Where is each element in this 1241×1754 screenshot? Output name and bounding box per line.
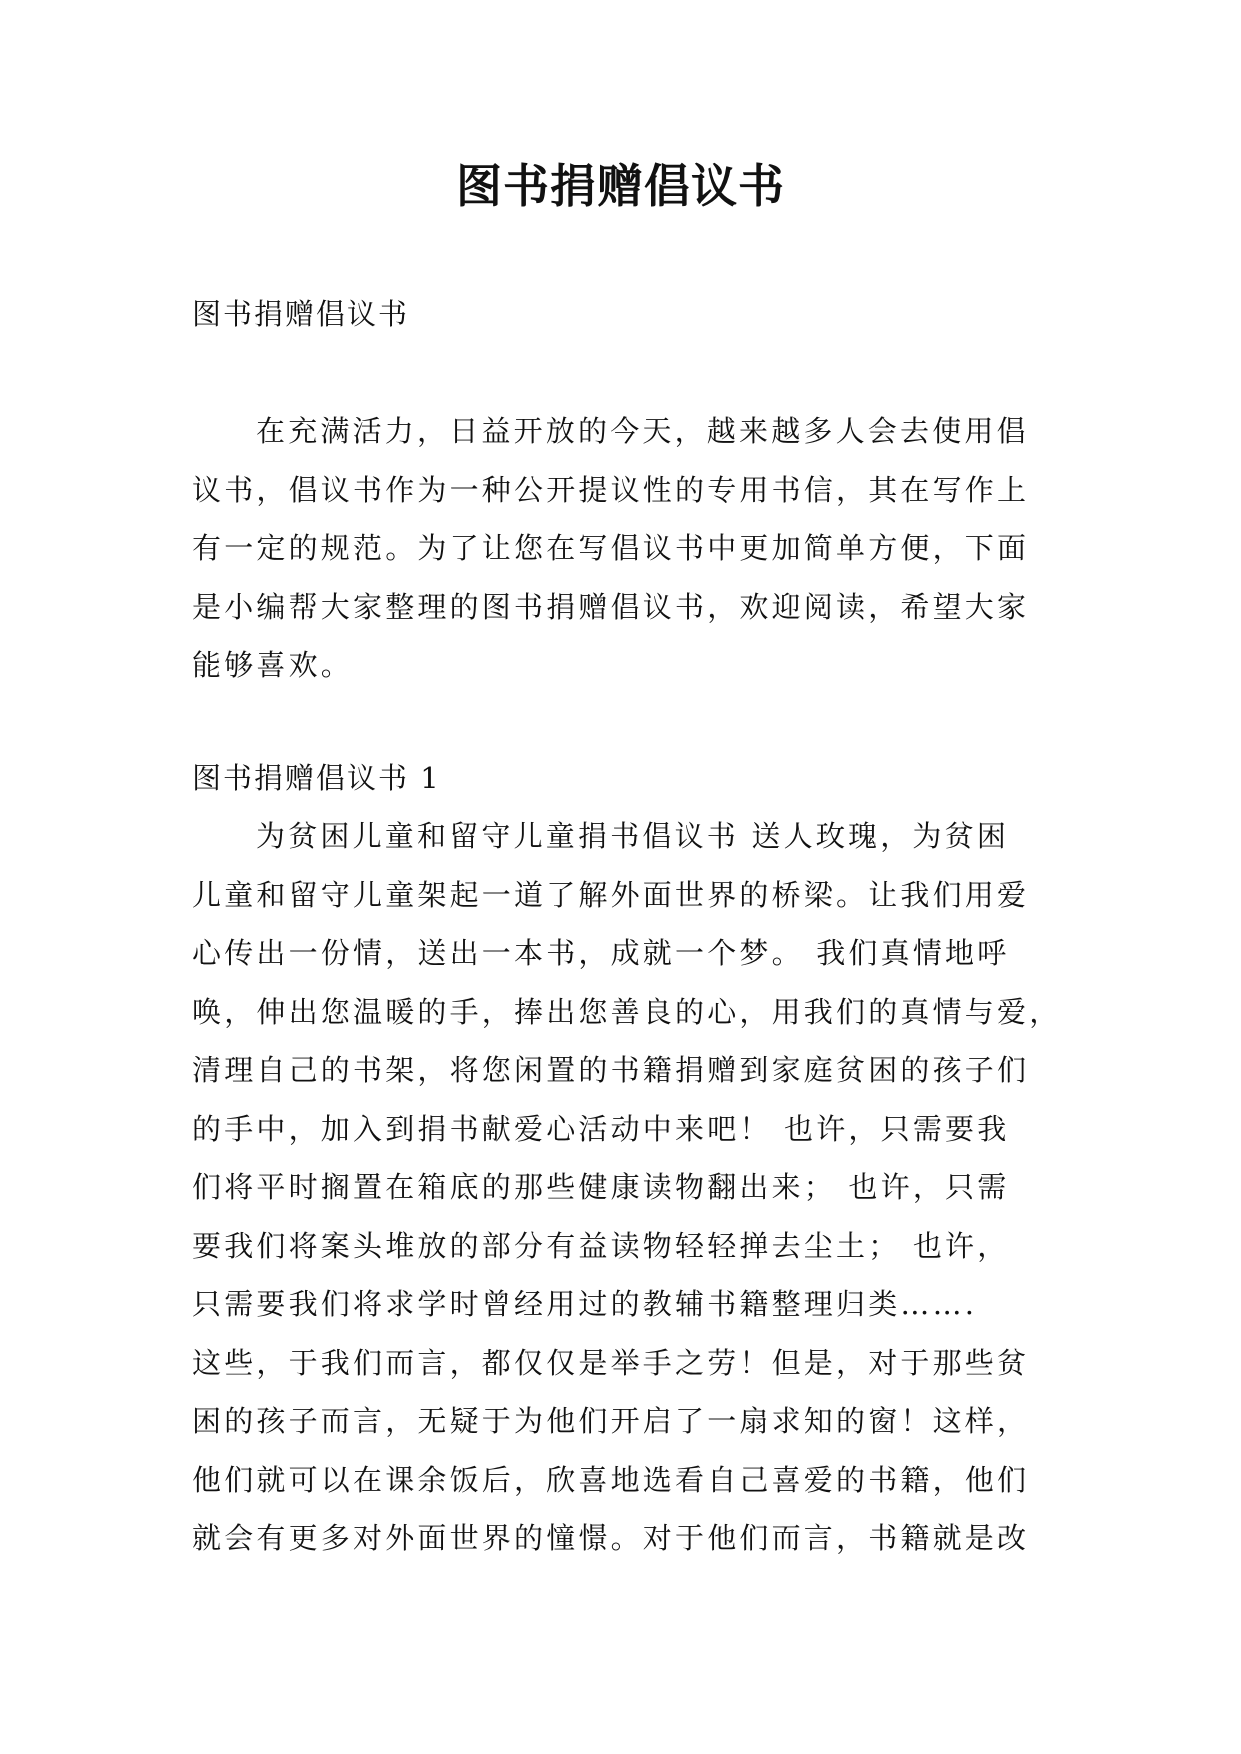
section-line: 困的孩子而言，无疑于为他们开启了一扇求知的窗！这样， [192,1404,1030,1438]
section-line: 这些，于我们而言，都仅仅是举手之劳！但是，对于那些贫 [192,1345,1030,1380]
section-line: 唤，伸出您温暖的手，捧出您善良的心，用我们的真情与爱， [192,994,1062,1029]
document-subtitle: 图书捐赠倡议书 [192,297,410,331]
section-paragraph [192,807,1062,1568]
section-line: 要我们将案头堆放的部分有益读物轻轻掸去尘土； 也许， [192,1228,1010,1263]
section-heading: 图书捐赠倡议书 1 [192,761,441,795]
section-line: 心传出一份情，送出一本书，成就一个梦。 我们真情地呼 [192,936,1010,970]
intro-line: 有一定的规范。为了让您在写倡议书中更加简单方便，下面 [192,531,1030,565]
section-line: 清理自己的书架，将您闲置的书籍捐赠到家庭贫困的孩子们 [192,1053,1030,1087]
section-line: 的手中，加入到捐书献爱心活动中来吧！ 也许，只需要我 [192,1111,1010,1146]
section-line: 为贫困儿童和留守儿童捐书倡议书 送人玫瑰，为贫困 [256,819,1010,853]
intro-paragraph [192,402,1052,695]
intro-line: 是小编帮大家整理的图书捐赠倡议书，欢迎阅读，希望大家 [192,589,1030,624]
section-line: 就会有更多对外面世界的憧憬。对于他们而言，书籍就是改 [192,1521,1030,1555]
section-line: 儿童和留守儿童架起一道了解外面世界的桥梁。让我们用爱 [192,877,1030,912]
document-title: 图书捐赠倡议书 [456,159,785,213]
intro-line: 能够喜欢。 [192,648,354,682]
intro-line: 议书，倡议书作为一种公开提议性的专用书信，其在写作上 [192,472,1030,507]
section-line: 们将平时搁置在箱底的那些健康读物翻出来； 也许，只需 [192,1170,1010,1204]
section-line: 他们就可以在课余饭后，欣喜地选看自己喜爱的书籍，他们 [192,1462,1030,1497]
intro-line: 在充满活力，日益开放的今天，越来越多人会去使用倡 [256,414,1029,448]
section-line: 只需要我们将求学时曾经用过的教辅书籍整理归类……. [192,1287,978,1321]
